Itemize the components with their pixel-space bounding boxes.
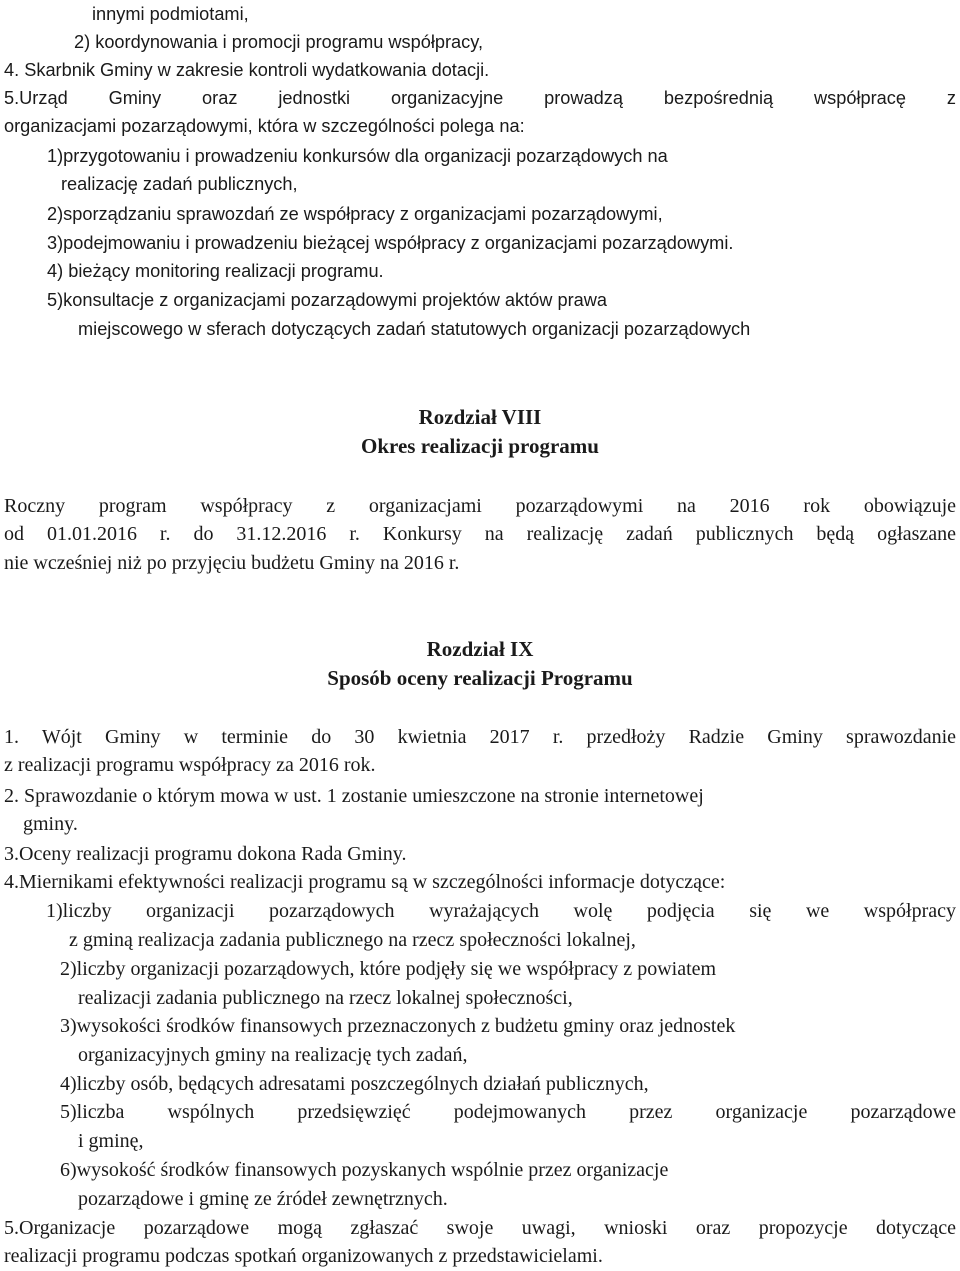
- text-line: 3)podejmowaniu i prowadzeniu bieżącej współpracy z organizacjami pozarządowymi.: [47, 233, 734, 253]
- text-line: 1)przygotowaniu i prowadzeniu konkursów dla organizacji pozarządowych na: [47, 146, 668, 166]
- chapter-title: Rozdział IX: [426, 637, 534, 661]
- text-line: miejscowego w sferach dotyczących zadań statutowych organizacji pozarządowych: [78, 319, 751, 339]
- sub-item-line: 4)liczby osób, będących adresatami poszczególnych działań publicznych,: [60, 1073, 649, 1095]
- list-item-line: realizacji programu podczas spotkań organizowanych z przedstawicielami.: [4, 1245, 603, 1267]
- sub-item-line: 3)wysokości środków finansowych przeznaczonych z budżetu gminy oraz jednostek: [60, 1015, 736, 1037]
- sub-item-line: 1)liczby organizacji pozarządowych wyrażających wolę podjęcia się we współpracy: [46, 900, 956, 922]
- list-item-line: 1. Wójt Gminy w terminie do 30 kwietnia 2017 r. przedłoży Radzie Gminy sprawozdanie: [4, 726, 956, 748]
- sub-item-line: 6)wysokość środków finansowych pozyskanych wspólnie przez organizacje: [60, 1159, 669, 1181]
- list-item-line: z realizacji programu współpracy za 2016 rok.: [4, 754, 376, 776]
- sub-item-line: 5)liczba wspólnych przedsięwzięć podejmowanych przez organizacje pozarządowe: [60, 1101, 956, 1123]
- list-item-line: 3.Oceny realizacji programu dokona Rada Gminy.: [4, 843, 407, 865]
- sub-item-line: i gminę,: [78, 1130, 144, 1152]
- sub-item-line: 2)liczby organizacji pozarządowych, które podjęły się we współpracy z powiatem: [60, 958, 717, 980]
- list-item-line: gminy.: [23, 813, 78, 835]
- chapter-subtitle: Okres realizacji programu: [361, 434, 599, 458]
- text-line: 4. Skarbnik Gminy w zakresie kontroli wydatkowania dotacji.: [4, 60, 490, 80]
- text-line: 4) bieżący monitoring realizacji programu.: [47, 261, 384, 281]
- sub-item-line: organizacyjnych gminy na realizację tych zadań,: [78, 1044, 468, 1066]
- text-line: organizacjami pozarządowymi, która w szczególności polega na:: [4, 116, 525, 136]
- chapter-title: Rozdział VIII: [418, 405, 542, 429]
- chapter-subtitle: Sposób oceny realizacji Programu: [327, 666, 633, 690]
- sub-item-line: z gminą realizacja zadania publicznego na rzecz społeczności lokalnej,: [69, 929, 636, 951]
- sub-item-line: pozarządowe i gminę ze źródeł zewnętrznych.: [78, 1188, 448, 1210]
- text-line: 5)konsultacje z organizacjami pozarządowymi projektów aktów prawa: [47, 290, 608, 310]
- paragraph-line: Roczny program współpracy z organizacjami pozarządowymi na 2016 rok obowiązuje: [4, 495, 956, 517]
- list-item-line: 5.Organizacje pozarządowe mogą zgłaszać swoje uwagi, wnioski oraz propozycje dotyczące: [4, 1217, 956, 1239]
- text-line: 2)sporządzaniu sprawozdań ze współpracy z organizacjami pozarządowymi,: [47, 204, 663, 224]
- sub-item-line: realizacji zadania publicznego na rzecz lokalnej społeczności,: [78, 987, 573, 1009]
- paragraph-line: od 01.01.2016 r. do 31.12.2016 r. Konkursy na realizację zadań publicznych będą ogłaszane: [4, 523, 956, 545]
- text-line: realizację zadań publicznych,: [61, 174, 298, 194]
- list-item-line: 4.Miernikami efektywności realizacji programu są w szczególności informacje dotyczące:: [4, 871, 726, 893]
- list-item-line: 2. Sprawozdanie o którym mowa w ust. 1 zostanie umieszczone na stronie internetowej: [4, 785, 704, 807]
- text-line: 5.Urząd Gminy oraz jednostki organizacyjne prowadzą bezpośrednią współpracę z: [4, 88, 956, 108]
- text-line: 2) koordynowania i promocji programu współpracy,: [74, 32, 484, 52]
- text-line: innymi podmiotami,: [92, 4, 249, 24]
- paragraph-line: nie wcześniej niż po przyjęciu budżetu Gminy na 2016 r.: [4, 552, 460, 574]
